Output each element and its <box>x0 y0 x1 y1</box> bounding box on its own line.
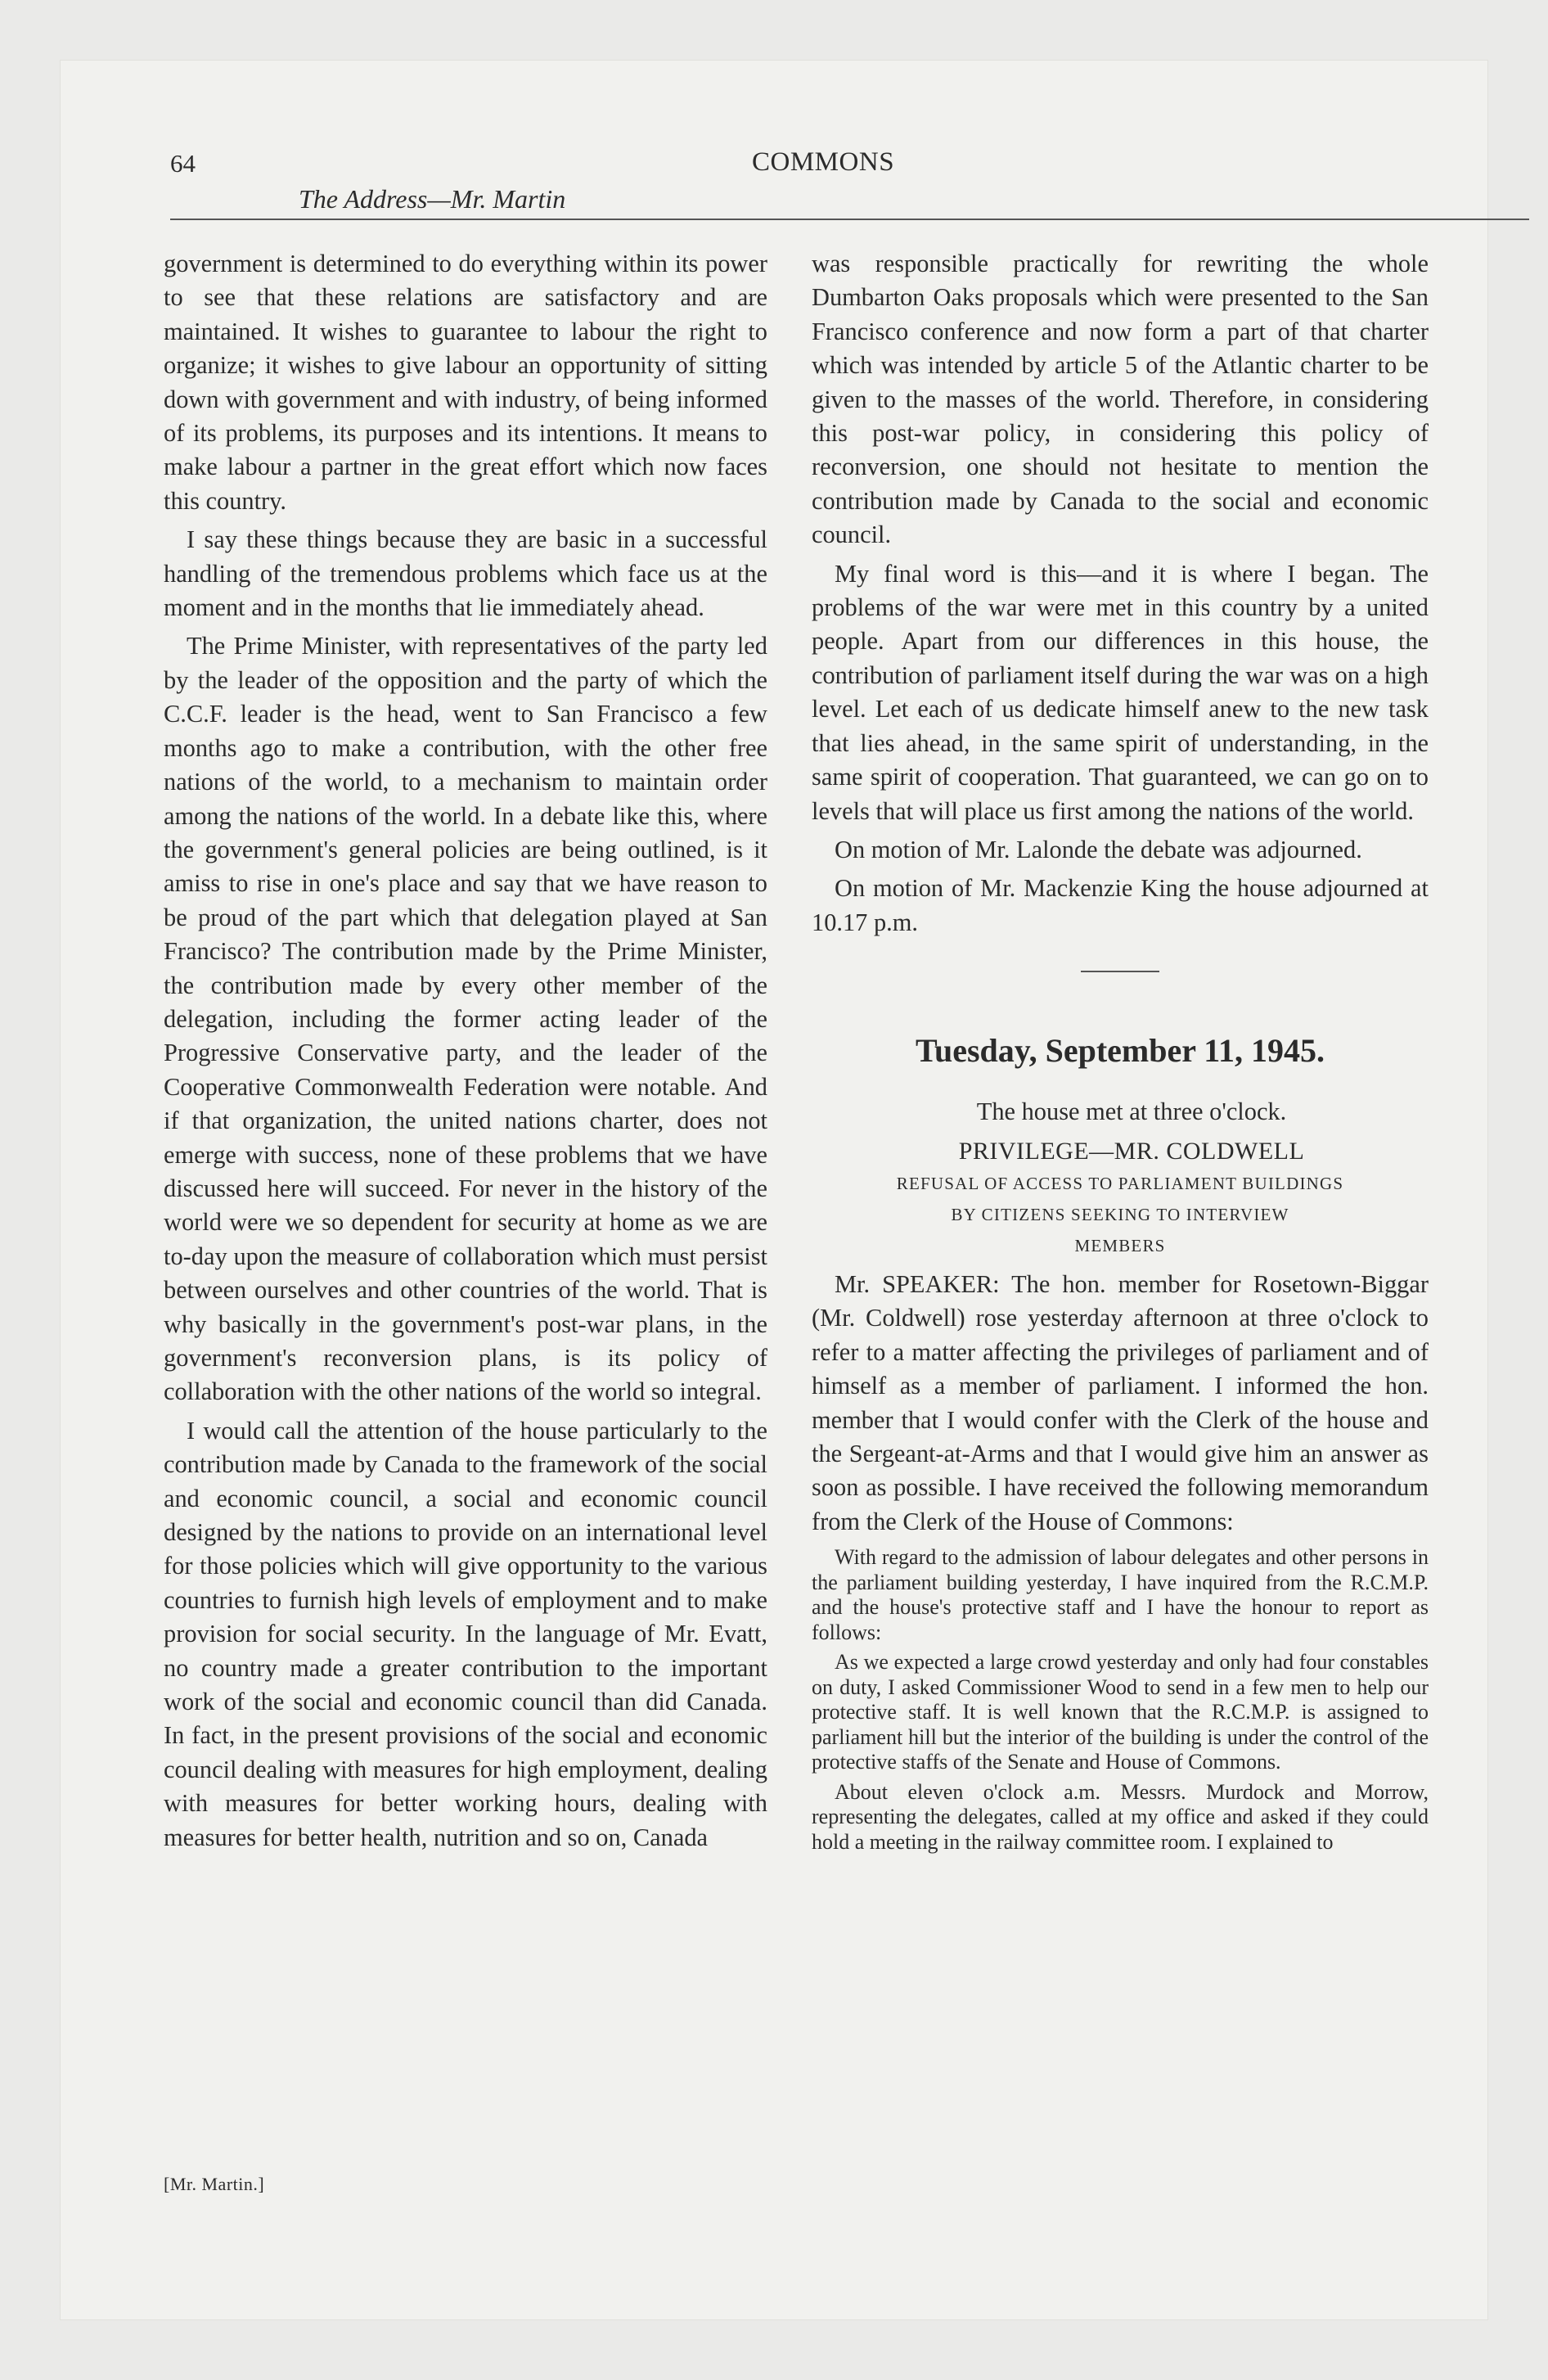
quoted-paragraph: With regard to the admission of labour delegates and other persons in the parliament building yesterday, I have inquired from the R.C.M.P. and the house's protective staff and I have the honour to report as follows: <box>812 1545 1429 1644</box>
subheading <box>812 1168 1429 1261</box>
paragraph: On motion of Mr. Lalonde the debate was adjourned. <box>835 835 1362 863</box>
running-title: The Address—Mr. Martin <box>299 184 566 214</box>
right-column <box>812 247 1429 1855</box>
paragraph: government is determined to do everything within its power to see that these relations are satisfactory and are maintained. It wishes to guarantee to labour the right to organize; it wishes to give labour an opportunity of sitting down with government and with industry, of being informed of its problems, its purposes and its intentions. It means to make labour a partner in the great effort which now faces this country. <box>164 250 767 515</box>
paragraph: I would call the attention of the house particularly to the contribution made by Canada to the framework of the social and economic council, a social and economic council designed by the nations to provide on an international level for those policies which will give opportunity to the various countries to furnish high levels of employment and to make provision for social security. In the language of Mr. Evatt, no country made a greater contribution to the important work of the social and economic council than did Canada. In fact, in the present provisions of the social and economic council dealing with measures for high employment, dealing with measures for better working hours, dealing with measures for better health, nutrition and so on, Canada <box>164 1416 767 1851</box>
section-heading: PRIVILEGE—MR. COLDWELL <box>958 1137 1305 1165</box>
section-divider <box>1081 971 1159 972</box>
house-met-line: The house met at three o'clock. <box>976 1098 1287 1126</box>
paragraph: was responsible practically for rewriting the whole Dumbarton Oaks proposals which were presented to the San Francisco conference and now form a part of that charter which was intended by article 5 of the Atlantic charter to be given to the masses of the world. Therefore, in considering this post-war policy, in considering this policy of reconversion, one should not hesitate to mention the contribution made by Canada to the social and economic council. <box>812 250 1429 549</box>
speaker-paragraph: Mr. SPEAKER: The hon. member for Rosetown-Biggar (Mr. Coldwell) rose yesterday afternoon at three o'clock to refer to a matter affecting the privileges of parliament and of himself as a member of parliament. I informed the hon. member that I would confer with the Clerk of the house and the Sergeant-at-Arms and that I would give him an answer as soon as possible. I have received the following memorandum from the Clerk of the House of Commons: <box>812 1269 1429 1535</box>
subheading-line: REFUSAL OF ACCESS TO PARLIAMENT BUILDINGS <box>896 1173 1344 1193</box>
paragraph: On motion of Mr. Mackenzie King the house adjourned at 10.17 p.m. <box>812 874 1429 936</box>
paragraph: I say these things because they are basic in a successful handling of the tremendous problems which face us at the moment and in the months that lie immediately ahead. <box>164 525 767 622</box>
date-heading: Tuesday, September 11, 1945. <box>915 1032 1325 1070</box>
quoted-paragraph: About eleven o'clock a.m. Messrs. Murdock and Morrow, representing the delegates, called at my office and asked if they could hold a meeting in the railway committee room. I explained to <box>812 1779 1429 1854</box>
page-number: 64 <box>170 149 196 178</box>
chamber-title: COMMONS <box>752 147 895 177</box>
signature-tag: [Mr. Martin.] <box>164 2174 265 2194</box>
header-rule <box>170 219 1529 220</box>
page-header <box>100 82 1393 213</box>
quoted-paragraph: As we expected a large crowd yesterday and only had four constables on duty, I asked Commissioner Wood to send in a few men to help our protective staff. It is well known that the R.C.M.P. is assigned to parliament hill but the interior of the building is under the control of the protective staffs of the Senate and House of Commons. <box>812 1650 1429 1774</box>
paragraph: The Prime Minister, with representatives of the party led by the leader of the opposition and the party of which the C.C.F. leader is the head, went to San Francisco a few months ago to make a contribution, with the other free nations of the world, to a mechanism to maintain order among the nations of the world. In a debate like this, where the government's general policies are being outlined, is it amiss to rise in one's place and say that we have reason to be proud of the part which that delegation played at San Francisco? The contribution made by the Prime Minister, the contribution made by every other member of the delegation, including the former acting leader of the Progressive Conservative party, and the leader of the Cooperative Commonwealth Federation were notable. And if that organization, the united nations charter, does not emerge with success, none of these problems that we have discussed here will succeed. For never in the history of the world were we so dependent for security at home as we are to-day upon the measure of collaboration which must persist between ourselves and other countries of the world. That is why basically in the government's post-war plans, in the government's reconversion plans, is its policy of collaboration with the other nations of the world so integral. <box>164 632 767 1406</box>
paragraph: My final word is this—and it is where I began. The problems of the war were met in this country by a united people. Apart from our differences in this house, the contribution of parliament itself during the war was on a high level. Let each of us dedicate himself anew to the new task that lies ahead, in the same spirit of understanding, in the same spirit of cooperation. That guaranteed, we can go on to levels that will place us first among the nations of the world. <box>812 559 1429 825</box>
subheading-line: MEMBERS <box>1074 1235 1166 1255</box>
left-column <box>164 247 767 1855</box>
subheading-line: BY CITIZENS SEEKING TO INTERVIEW <box>951 1204 1289 1224</box>
